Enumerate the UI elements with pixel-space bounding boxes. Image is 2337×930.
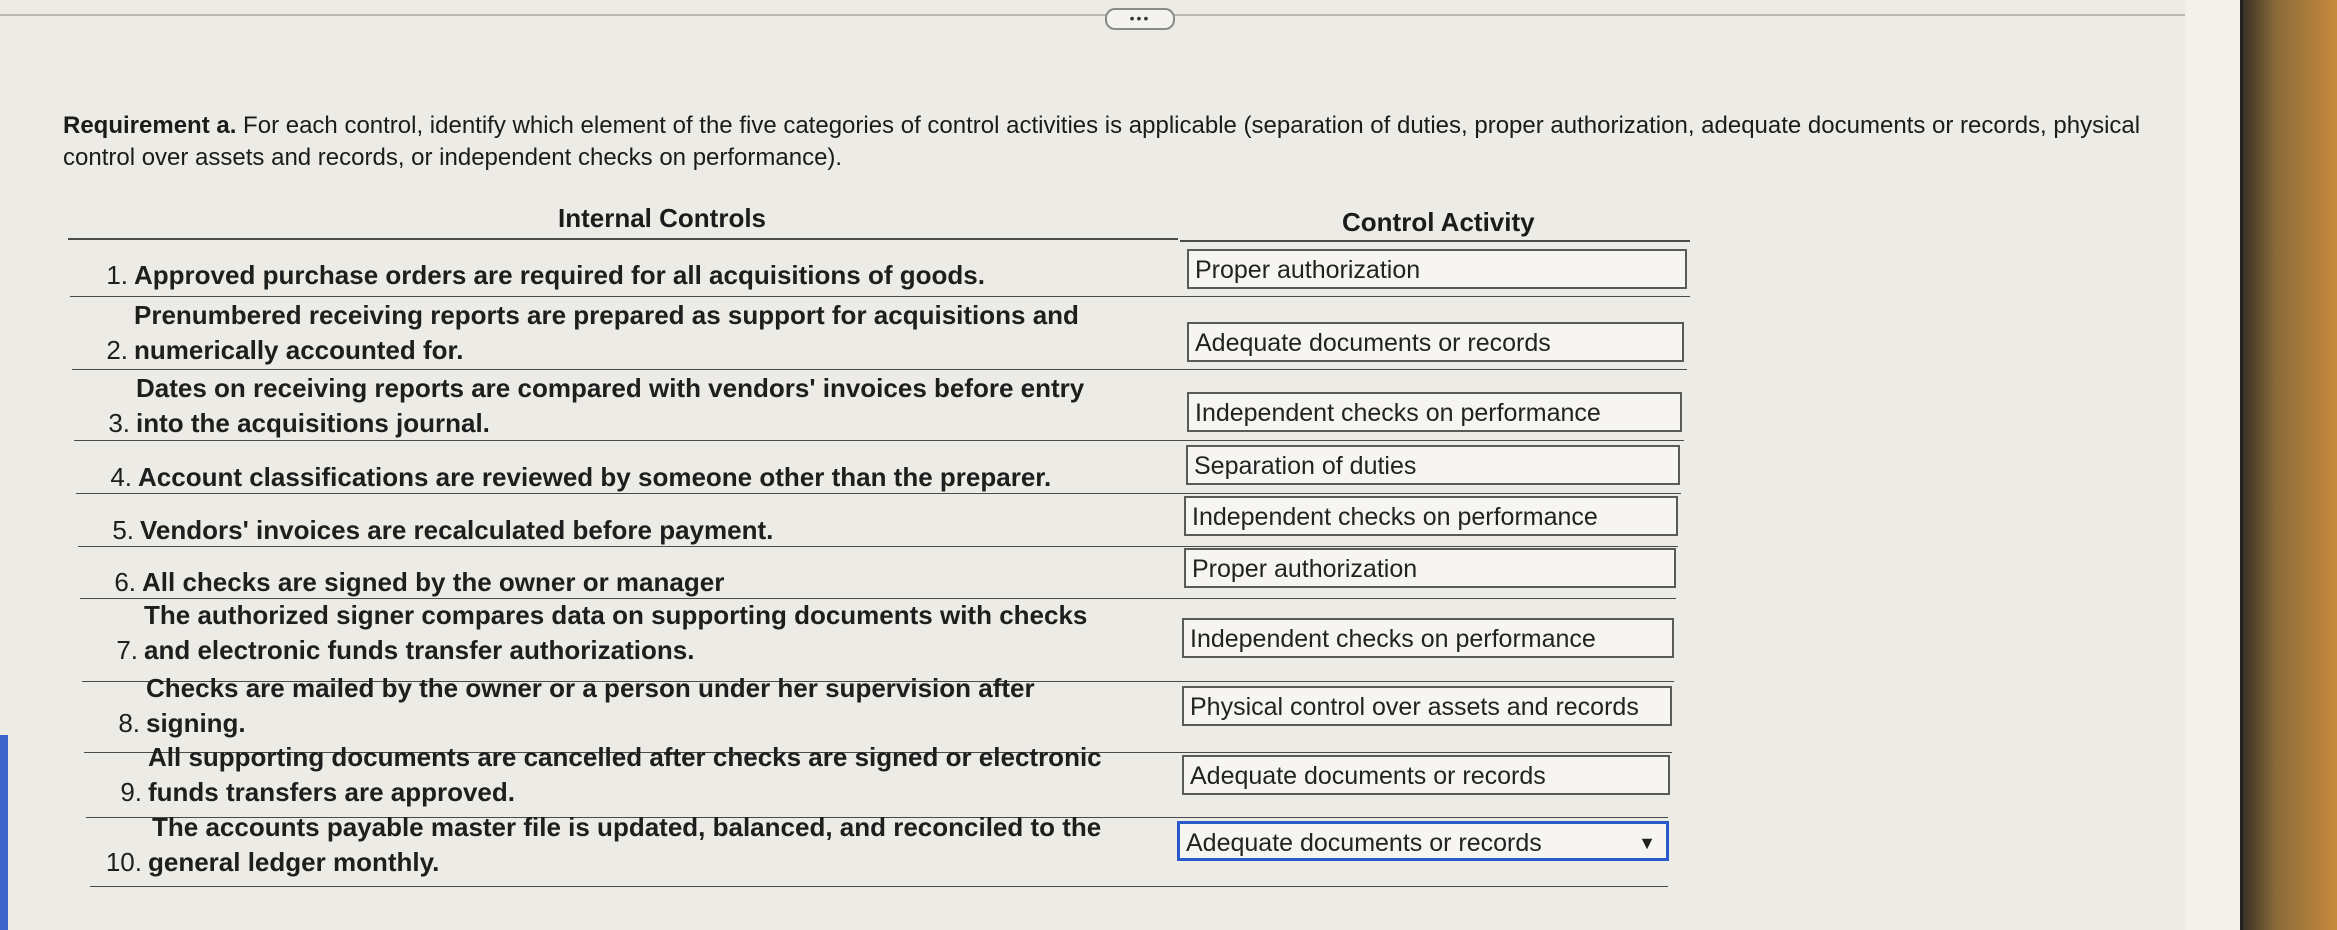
row-divider — [70, 296, 1690, 297]
requirement-body: For each control, identify which element of the five categories of control activities is applicable (separation of duties, proper authorization, adequate documents or records, physical control over assets and records, or independent checks on performance). — [63, 112, 2141, 171]
requirement-text — [63, 110, 2173, 174]
right-edge — [2185, 0, 2337, 930]
more-options-button[interactable]: ••• — [1105, 8, 1175, 30]
control-activity-select-10[interactable] — [1177, 821, 1669, 861]
chevron-down-icon[interactable]: ▼ — [1638, 833, 1656, 853]
header-internal-controls: Internal Controls — [558, 203, 767, 233]
control-row-6: 6. All checks are signed by the owner or manager — [114, 567, 725, 597]
left-edge-tab — [0, 735, 8, 930]
control-activity-select-9[interactable]: Adequate documents or records — [1182, 755, 1670, 795]
control-row-2: Prenumbered receiving reports are prepared as support for acquisitions and 2. numerically accounted for. — [106, 300, 1079, 365]
control-activity-select-8[interactable]: Physical control over assets and records — [1182, 686, 1672, 726]
control-row-7: The authorized signer compares data on supporting documents with checks 7. and electronic funds transfer authorizations. — [116, 600, 1088, 665]
control-row-10: The accounts payable master file is updated, balanced, and reconciled to the 10. general ledger monthly. — [105, 812, 1102, 877]
control-row-5: 5. Vendors' invoices are recalculated before payment. — [112, 515, 774, 545]
row-divider — [74, 440, 1684, 441]
row-divider — [72, 369, 1687, 370]
control-row-9: All supporting documents are cancelled after checks are signed or electronic 9. funds transfers are approved. — [120, 742, 1102, 807]
requirement-label: Requirement a. — [63, 112, 237, 139]
control-activity-select-6[interactable]: Proper authorization — [1184, 548, 1676, 588]
row-divider — [76, 493, 1681, 494]
row-divider — [78, 546, 1678, 547]
control-row-8: Checks are mailed by the owner or a person under her supervision after 8. signing. — [118, 673, 1035, 738]
control-activity-select-5[interactable]: Independent checks on performance — [1184, 496, 1678, 536]
row-divider — [90, 886, 1668, 887]
control-row-4: 4. Account classifications are reviewed by someone other than the preparer. — [110, 462, 1052, 492]
header-divider — [68, 238, 1178, 240]
header-control-activity: Control Activity — [1342, 207, 1535, 237]
control-activity-select-1[interactable]: Proper authorization — [1187, 249, 1687, 289]
control-activity-select-2[interactable]: Adequate documents or records — [1187, 322, 1684, 362]
control-activity-select-3[interactable]: Independent checks on performance — [1187, 392, 1682, 432]
control-row-1: 1. Approved purchase orders are required for all acquisitions of goods. — [106, 260, 985, 290]
control-activity-value-10: Adequate documents or records — [1186, 829, 1542, 857]
header-divider — [1180, 240, 1690, 242]
control-activity-select-4[interactable]: Separation of duties — [1186, 445, 1680, 485]
control-activity-select-7[interactable]: Independent checks on performance — [1182, 618, 1674, 658]
control-row-3: Dates on receiving reports are compared with vendors' invoices before entry 3. into the acquisitions journal. — [108, 373, 1085, 438]
